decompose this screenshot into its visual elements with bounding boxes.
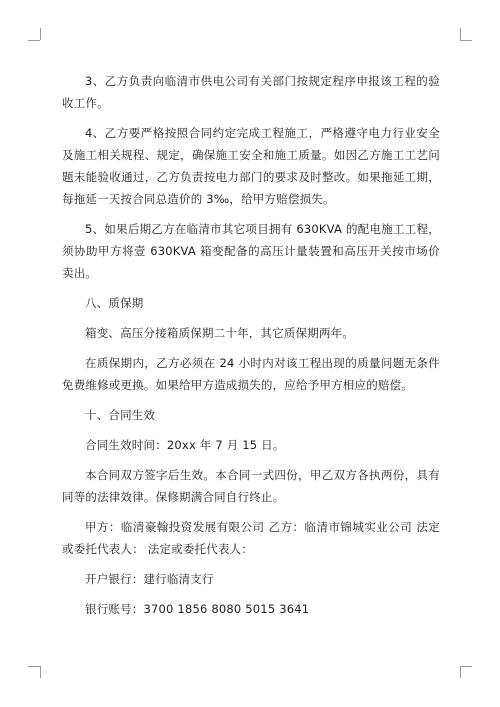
paragraph-equipment-sale: 5、如果后期乙方在临清市其它项目拥有 630KVA 的配电施工工程，须协助甲方将壹 630KVA 箱变配备的高压计量装置和高压开关按市场价卖出。: [62, 222, 440, 280]
paragraph-bank-account: 银行账号：3700 1856 8080 5015 3641: [85, 602, 310, 616]
paragraph-construction-requirements: 4、乙方要严格按照合同约定完成工程施工，严格遵守电力行业安全及施工相关规程、规定，确保施工安全和施工质量。如因乙方施工工艺问题未能验收通过，乙方负责按电力部门的要求及时整改。如果拖延工期，每拖延一天按合同总造价的 3‰，给甲方赔偿损失。: [62, 126, 440, 206]
paragraph-effective-date: 合同生效时间：20xx 年 7 月 15 日。: [85, 438, 285, 452]
crop-mark: [28, 40, 40, 41]
paragraph-effective-terms: 本合同双方签字后生效。本合同一式四份，甲乙双方各执两份，具有同等的法律效律。保修期满合同自行终止。: [62, 468, 440, 504]
crop-mark: [460, 28, 461, 40]
crop-mark: [40, 28, 41, 40]
section-heading-warranty: 八、质保期: [85, 296, 144, 310]
crop-mark: [460, 666, 461, 678]
section-heading-effective: 十、合同生效: [85, 408, 156, 422]
paragraph-acceptance: 3、乙方负责向临清市供电公司有关部门按规定程序申报该工程的验收工作。: [62, 74, 440, 110]
paragraph-warranty-period: 箱变、高压分接箱质保期二十年，其它质保期两年。: [85, 326, 355, 340]
crop-mark: [460, 666, 472, 667]
crop-mark: [28, 666, 40, 667]
paragraph-bank-name: 开户银行：建行临清支行: [85, 572, 214, 586]
crop-mark: [460, 40, 472, 41]
paragraph-parties: 甲方：临清豪翰投资发展有限公司 乙方：临清市锦城实业公司 法定或委托代表人： 法定或委托代表人：: [62, 520, 440, 556]
document-body: [62, 70, 440, 628]
crop-mark: [40, 666, 41, 678]
paragraph-warranty-repair: 在质保期内，乙方必须在 24 小时内对该工程出现的质量问题无条件免费维修或更换。如果给甲方造成损失的，应给予甲方相应的赔偿。: [62, 356, 440, 392]
